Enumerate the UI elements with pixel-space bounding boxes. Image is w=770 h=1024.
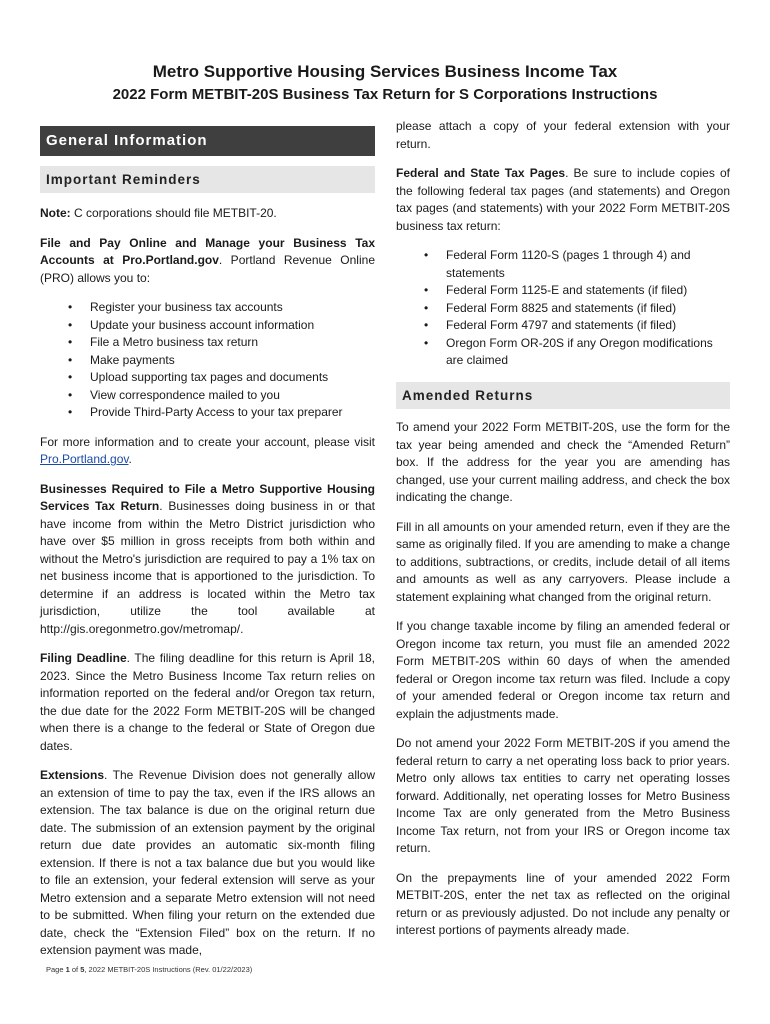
list-item-text: Federal Form 8825 and statements (if filed) (446, 300, 677, 315)
bullet-icon: • (424, 283, 429, 297)
list-item-text: View correspondence mailed to you (90, 387, 280, 402)
extensions-paragraph (40, 767, 375, 960)
list-item-text: File a Metro business tax return (90, 335, 259, 349)
bullet-icon: • (424, 318, 429, 332)
bullet-icon: • (68, 387, 73, 402)
list-item-text: Federal Form 4797 and statements (if filed) (446, 318, 677, 332)
list-item (68, 334, 375, 352)
bullet-icon: • (68, 370, 73, 384)
footer-of-word: of (69, 965, 81, 974)
amended-paragraph-2: Fill in all amounts on your amended return, even if they are the same as originally filed. If you are amending to make a change to additions, subtractions, or credits, include detail of all items and amounts as well as any carryovers. Please include a statement explaining what changed from the original return. (396, 519, 730, 604)
footer-doc-text: , 2022 METBIT-20S Instructions (Rev. 01/22/2023) (84, 965, 253, 974)
bullet-icon: • (68, 317, 73, 332)
list-item-text: Federal Form 1120-S (pages 1 through 4) and statements (446, 248, 691, 280)
more-info-text: For more information and to create your account, please visit (40, 434, 375, 449)
list-item (424, 247, 730, 282)
list-item (68, 352, 375, 370)
tax-pages-text: . Be sure to include copies of the following federal tax pages (and statements) and Oregon tax pages (and statements) with your 2022 Form METBIT-20S business tax return: (396, 166, 731, 233)
list-item (68, 404, 375, 422)
list-item-text: Make payments (90, 352, 175, 367)
list-item (424, 282, 730, 300)
list-item (68, 369, 375, 387)
list-item (424, 317, 730, 335)
pro-paragraph (40, 235, 375, 288)
list-item-text: Update your business account information (90, 317, 315, 332)
footer-page-number: 1 (65, 965, 70, 974)
list-item (68, 299, 375, 317)
footer-page-total: 5 (80, 965, 85, 974)
amended-paragraph-1: To amend your 2022 Form METBIT-20S, use the form for the tax year being amended and check the “Amended Return” box. If the address for the year you are amending has changed, use your current mailing address, and check the box indicating the change. (396, 420, 730, 504)
deadline-text: . The filing deadline for this return is April 18, 2023. Since the Metro Business Income Tax return relies on information reported on the federal and/or Oregon tax return, the due date for the 2022 Form METBIT-20S will be changed when there is a change to the federal or State of Oregon due dates. (40, 651, 375, 753)
more-info-end: . (128, 452, 132, 466)
list-item-text: Federal Form 1125-E and statements (if filed) (446, 283, 688, 297)
right-column (396, 118, 730, 952)
required-paragraph (40, 481, 375, 639)
more-info-paragraph (40, 434, 375, 469)
tax-pages-list (396, 247, 730, 370)
bullet-icon: • (424, 335, 429, 350)
list-item-text: Upload supporting tax pages and documents (90, 370, 329, 384)
list-item (68, 387, 375, 405)
list-item-text: Oregon Form OR-20S if any Oregon modifications are claimed (446, 335, 713, 367)
document-subtitle: 2022 Form METBIT-20S Business Tax Return for S Corporations Instructions (112, 86, 658, 103)
deadline-heading: Filing Deadline (40, 651, 127, 665)
document-title: Metro Supportive Housing Services Business Income Tax (152, 62, 618, 81)
general-information-heading: General Information (40, 126, 375, 156)
bullet-icon: • (68, 300, 73, 314)
note-label: Note: (40, 206, 71, 220)
bullet-icon: • (68, 405, 73, 419)
bullet-icon: • (68, 352, 73, 367)
important-reminders-heading: Important Reminders (40, 166, 375, 194)
list-item (68, 317, 375, 335)
pro-list (40, 299, 375, 422)
note-text: C corporations should file METBIT-20. (70, 206, 277, 220)
amended-returns-heading: Amended Returns (396, 382, 730, 410)
extensions-text: . The Revenue Division does not generally allow an extension of time to pay the tax, even if the IRS allows an extension. The tax balance is due on the original return due date. The submission of an extension payment by the original return due date provides an automatic six-month filing extension. If there is not a tax balance due but you would like to file an extension, your federal extension will serve as your Metro extension and a separate Metro extension will not need to be submitted. When filing your return on the extended due date, check the “Extension Filed” box on the return. If no extension payment was made, (40, 768, 375, 957)
amended-paragraph-3: If you change taxable income by filing an amended federal or Oregon income tax return, you must file an amended 2022 Form METBIT-20S within 60 days of when the amended federal or Oregon income tax return was filed. Include a copy of your amended federal or Oregon income tax return and explain the adjustments made. (396, 619, 730, 721)
list-item-text: Register your business tax accounts (90, 300, 283, 314)
required-text: . Businesses doing business in or that have income from within the Metro District jurisdiction who have over $5 million in gross receipts from both within and without the Metro's jurisdiction are required to pay a 1% tax on net business income that is apportioned to the jurisdiction. To determine if an address is located within the Metro tax jurisdiction, utilize the tool available at http://gis.oregonmetro.gov/metromap/. (40, 499, 376, 636)
list-item-text: Provide Third-Party Access to your tax preparer (90, 405, 343, 419)
amended-paragraph-5: On the prepayments line of your amended 2022 Form METBIT-20S, enter the net tax as reflected on the original return or as previously adjusted. Do not include any penalty or interest portions of payments already made. (396, 870, 730, 937)
bullet-icon: • (424, 300, 429, 315)
bullet-icon: • (68, 335, 73, 349)
list-item (424, 335, 730, 370)
extensions-heading: Extensions (40, 768, 105, 782)
pro-text: . Portland Revenue Online (PRO) allows you to: (40, 253, 375, 285)
required-heading: Businesses Required to File a Metro Supportive Housing Services Tax Return (40, 481, 375, 513)
amended-paragraph-4: Do not amend your 2022 Form METBIT-20S if you amend the federal return to carry a net operating loss back to prior years. Metro only allows tax entities to carry net operating losses forward. Additionally, net operating losses for Metro Business Income Tax are only generated from the Metro Business Income Tax return, not from your IRS or Oregon income tax return. (396, 736, 730, 855)
pro-heading: File and Pay Online and Manage your Business Tax Accounts at Pro.Portland.gov (40, 235, 375, 267)
deadline-paragraph (40, 650, 375, 755)
note-paragraph (40, 205, 375, 223)
bullet-icon: • (424, 248, 429, 262)
pro-portland-link[interactable]: Pro.Portland.gov (40, 452, 129, 466)
tax-pages-paragraph (396, 165, 730, 235)
list-item (424, 300, 730, 318)
tax-pages-heading: Federal and State Tax Pages (396, 166, 566, 180)
continued-paragraph: please attach a copy of your federal extension with your return. (396, 119, 730, 151)
footer-page-word: Page (46, 965, 66, 974)
page-footer (46, 965, 252, 974)
left-column (40, 118, 375, 972)
